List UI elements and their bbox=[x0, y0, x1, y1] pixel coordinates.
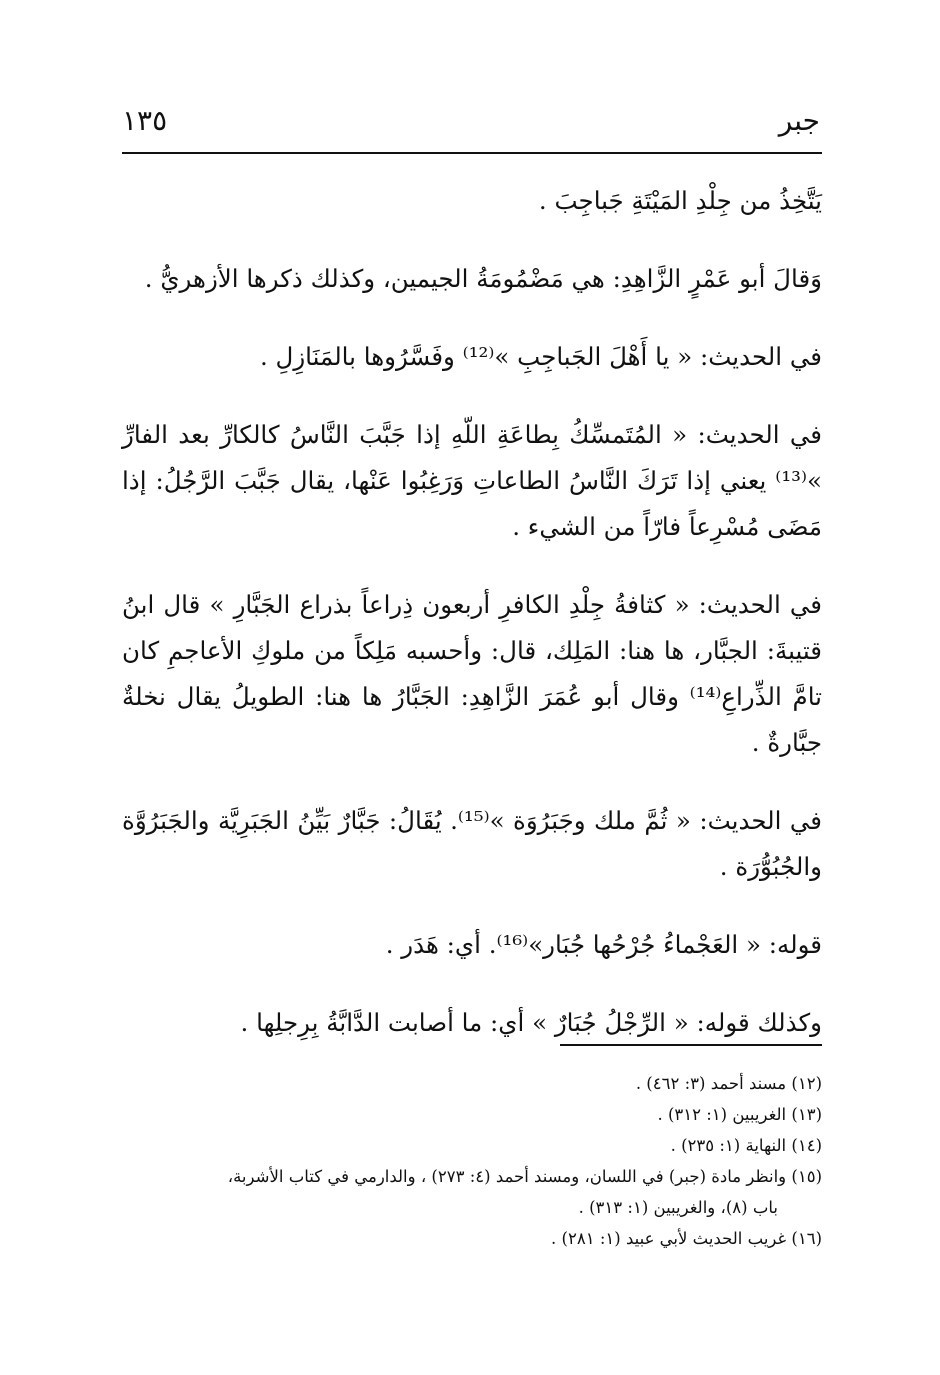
paragraph: في الحديث: « المُتَمسِّكُ بِطاعَةِ اللّهِ إذا جَبَّبَ النَّاسُ كالكارِّ بعد الفارِّ »⁽¹³⁾ يعني إذا تَرَكَ النَّاسُ الطاعاتِ وَرَغِبُوا عَنْها، يقال جَبَّبَ الرَّجُلُ: إذا مَضَى مُسْرِعاً فارّاً من الشيء . bbox=[122, 420, 822, 541]
paragraph: في الحديث: « يا أَهْلَ الجَباجِبِ »⁽¹²⁾ وفَسَّرُوها بالمَنَازِلِ . bbox=[259, 342, 822, 371]
paragraph: وَقالَ أبو عَمْرٍ الزَّاهِدِ: هي مَضْمُومَةُ الجيمين، وكذلك ذكرها الأزهريُّ . bbox=[144, 264, 822, 293]
footnote: (١٣) الغريبين (١: ٣١٢) . bbox=[657, 1105, 822, 1124]
page-number: ١٣٥ bbox=[122, 103, 168, 137]
footnote-continuation: باب (٨)، والغريبين (١: ٣١٣) . bbox=[578, 1198, 778, 1217]
footnote: (١٦) غريب الحديث لأبي عبيد (١: ٢٨١) . bbox=[551, 1229, 822, 1248]
footnote: (١٥) وانظر مادة (جبر) في اللسان، ومسند أحمد (٤: ٢٧٣) ، والدارمي في كتاب الأشربة، bbox=[227, 1167, 822, 1186]
paragraph: قوله: « العَجْماءُ جُرْحُها جُبَار»⁽¹⁶⁾. أي: هَدَر . bbox=[385, 930, 822, 959]
main-text bbox=[122, 178, 822, 1078]
header-rule bbox=[122, 152, 822, 154]
paragraph: يَتَّخِذُ من جِلْدِ المَيْتَةِ جَباجِبَ . bbox=[538, 186, 822, 215]
footnote: (١٢) مسند أحمد (٣: ٤٦٢) . bbox=[635, 1074, 822, 1093]
running-title: جبر bbox=[778, 103, 820, 137]
footnote: (١٤) النهاية (١: ٢٣٥) . bbox=[670, 1136, 822, 1155]
paragraph: في الحديث: « كثافةُ جِلْدِ الكافرِ أربعون ذِراعاً بذراع الجَبَّارِ » قال ابنُ قتيبةَ: الجبَّار، ها هنا: المَلِك، قال: وأحسبه مَلِكاً من ملوكِ الأعاجمِ كان تامَّ الذِّراعِ⁽¹⁴⁾ وقال أبو عُمَرَ الزَّاهِدِ: الجَبَّارُ ها هنا: الطويلُ يقال نخلةٌ جبَّارةٌ . bbox=[122, 590, 822, 757]
paragraph: وكذلك قوله: « الرِّجْلُ جُبَارٌ » أي: ما أصابت الدَّابَّةُ بِرِجلِها . bbox=[240, 1008, 822, 1037]
paragraph: في الحديث: « ثُمَّ ملك وجَبَرُوَة »⁽¹⁵⁾. يُقَالُ: جَبَّارٌ بَيِّنُ الجَبَرِيَّة والجَبَرُوَّة والجُبُوُّرَة . bbox=[122, 806, 822, 881]
footnotes bbox=[118, 1068, 822, 1254]
page-header bbox=[122, 92, 820, 148]
footnote-rule bbox=[560, 1044, 822, 1046]
